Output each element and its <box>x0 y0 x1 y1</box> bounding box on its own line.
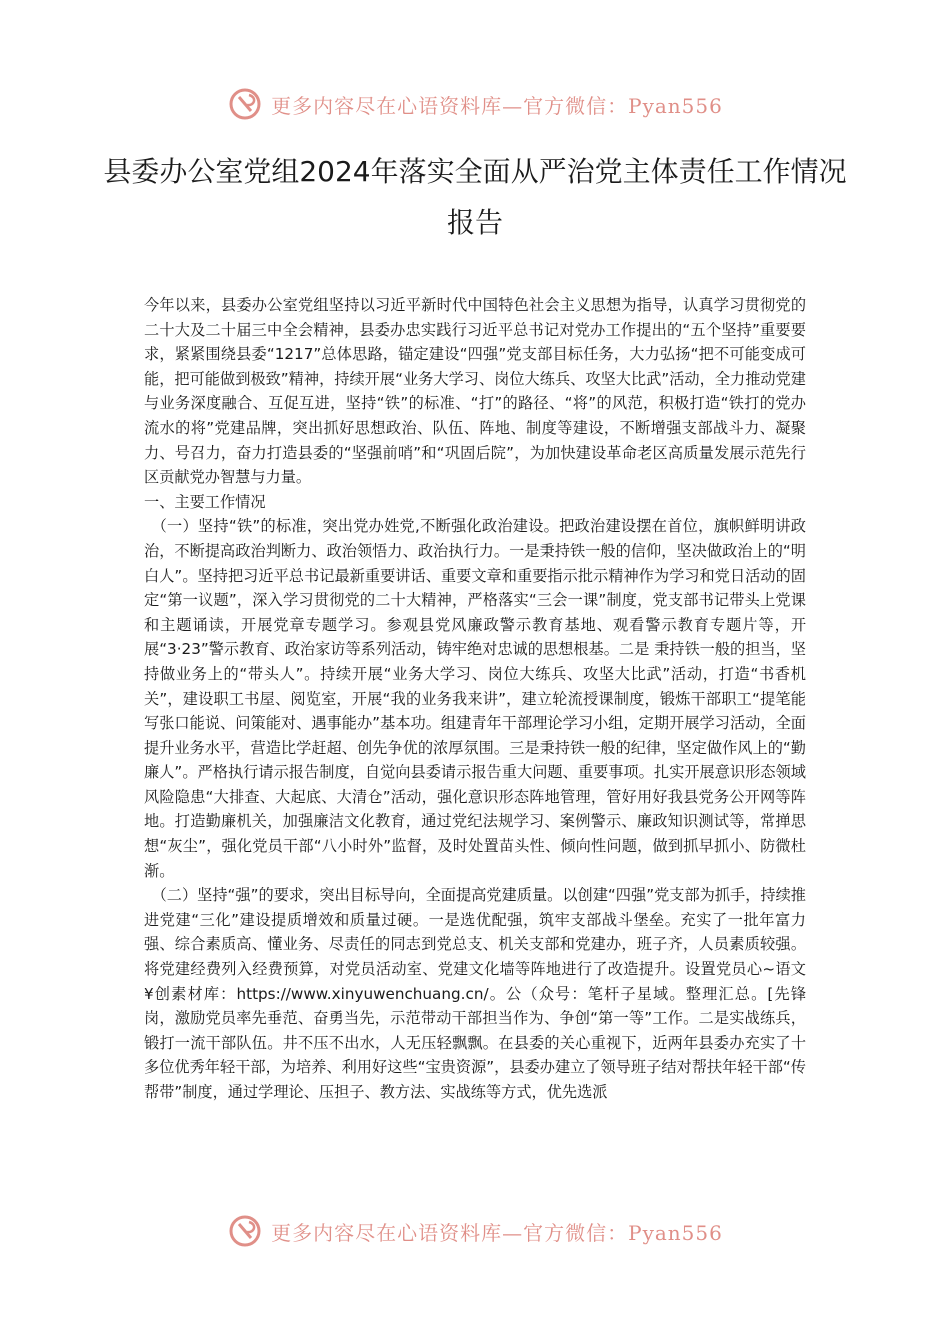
document-body <box>144 293 806 1105</box>
watermark-banner-bottom <box>0 1209 950 1253</box>
watermark-logo-icon <box>227 86 263 122</box>
watermark-text: 更多内容尽在心语资料库—官方微信：Pyan556 <box>271 93 723 118</box>
body-paragraph: （一）坚持“铁”的标准，突出党办姓党,不断强化政治建设。把政治建设摆在首位，旗帜鲜明讲政治，不断提高政治判断力、政治领悟力、政治执行力。一是秉持铁一般的信仰，坚决做政治上的“明白人”。坚持把习近平总书记最新重要讲话、重要文章和重要指示批示精神作为学习和党日活动的固定“第一议题”，深入学习贯彻党的二十大精神，严格落实“三会一课”制度，党支部书记带头上党课和主题诵读，开展党章专题学习。参观县党风廉政警示教育基地、观看警示教育专题片等，开展“3·23”警示教育、政治家访等系列活动，铸牢绝对忠诚的思想根基。二是 秉持铁一般的担当，坚持做业务上的“带头人”。持续开展“业务大学习、岗位大练兵、攻坚大比武”活动，打造“书香机关”，建设职工书屋、阅览室，开展“我的业务我来讲”，建立轮流授课制度，锻炼干部职工“提笔能写张口能说、问策能对、遇事能办”基本功。组建青年干部理论学习小组，定期开展学习活动，全面提升业务水平，营造比学赶超、创先争优的浓厚氛围。三是秉持铁一般的纪律，坚定做作风上的“勤廉人”。严格执行请示报告制度，自觉向县委请示报告重大问题、重要事项。扎实开展意识形态领域风险隐患“大排查、大起底、大清仓”活动，强化意识形态阵地管理，管好用好我县党务公开网等阵地。打造勤廉机关，加强廉洁文化教育，通过党纪法规学习、案例警示、廉政知识测试等，常掸思想“灰尘”，强化党员干部“八小时外”监督，及时处置苗头性、倾向性问题，做到抓早抓小、防微杜渐。 <box>144 517 806 880</box>
watermark-text: 更多内容尽在心语资料库—官方微信：Pyan556 <box>271 1220 723 1245</box>
document-title: 县委办公室党组2024年落实全面从严治党主体责任工作情况报告 <box>103 155 847 239</box>
body-paragraph: （二）坚持“强”的要求，突出目标导向，全面提高党建质量。以创建“四强”党支部为抓手，持续推进党建“三化”建设提质增效和质量过硬。一是选优配强，筑牢支部战斗堡垒。充实了一批年富力强、综合素质高、懂业务、尽责任的同志到党总支、机关支部和党建办，班子齐，人员素质较强。将党建经费列入经费预算，对党员活动室、党建文化墙等阵地进行了改造提升。设置党员心~语文¥创素材库：https://www.xinyuwenchuang.cn/。公（众号：笔杆子星域。整理汇总。[先锋岗，激励党员率先垂范、奋勇当先，示范带动干部担当作为、争创“第一等”工作。二是实战练兵，锻打一流干部队伍。井不压不出水，人无压轻飘飘。在县委的关心重视下，近两年县委办充实了十多位优秀年轻干部，为培养、利用好这些“宝贵资源”，县委办建立了领导班子结对帮扶年轻干部“传帮带”制度，通过学理论、压担子、教方法、实战练等方式，优先选派 <box>144 886 806 1101</box>
watermark-logo-icon <box>227 1213 263 1249</box>
intro-paragraph: 今年以来，县委办公室党组坚持以习近平新时代中国特色社会主义思想为指导，认真学习贯彻党的二十大及二十届三中全会精神，县委办忠实践行习近平总书记对党办工作提出的“五个坚持”重要要求，紧紧围绕县委“1217”总体思路，锚定建设“四强”党支部目标任务，大力弘扬“把不可能变成可能，把可能做到极致”精神，持续开展“业务大学习、岗位大练兵、攻坚大比武”活动，全力推动党建与业务深度融合、互促互进，坚持“铁”的标准、“打”的路径、“将”的风范，积极打造“铁打的党办 流水的将”党建品牌，突出抓好思想政治、队伍、阵地、制度等建设，不断增强支部战斗力、凝聚力、号召力，奋力打造县委的“坚强前哨”和“巩固后院”，为加快建设革命老区高质量发展示范先行区贡献党办智慧与力量。 <box>144 296 806 487</box>
section-heading: 一、主要工作情况 <box>144 492 266 511</box>
watermark-banner-top <box>0 82 950 126</box>
